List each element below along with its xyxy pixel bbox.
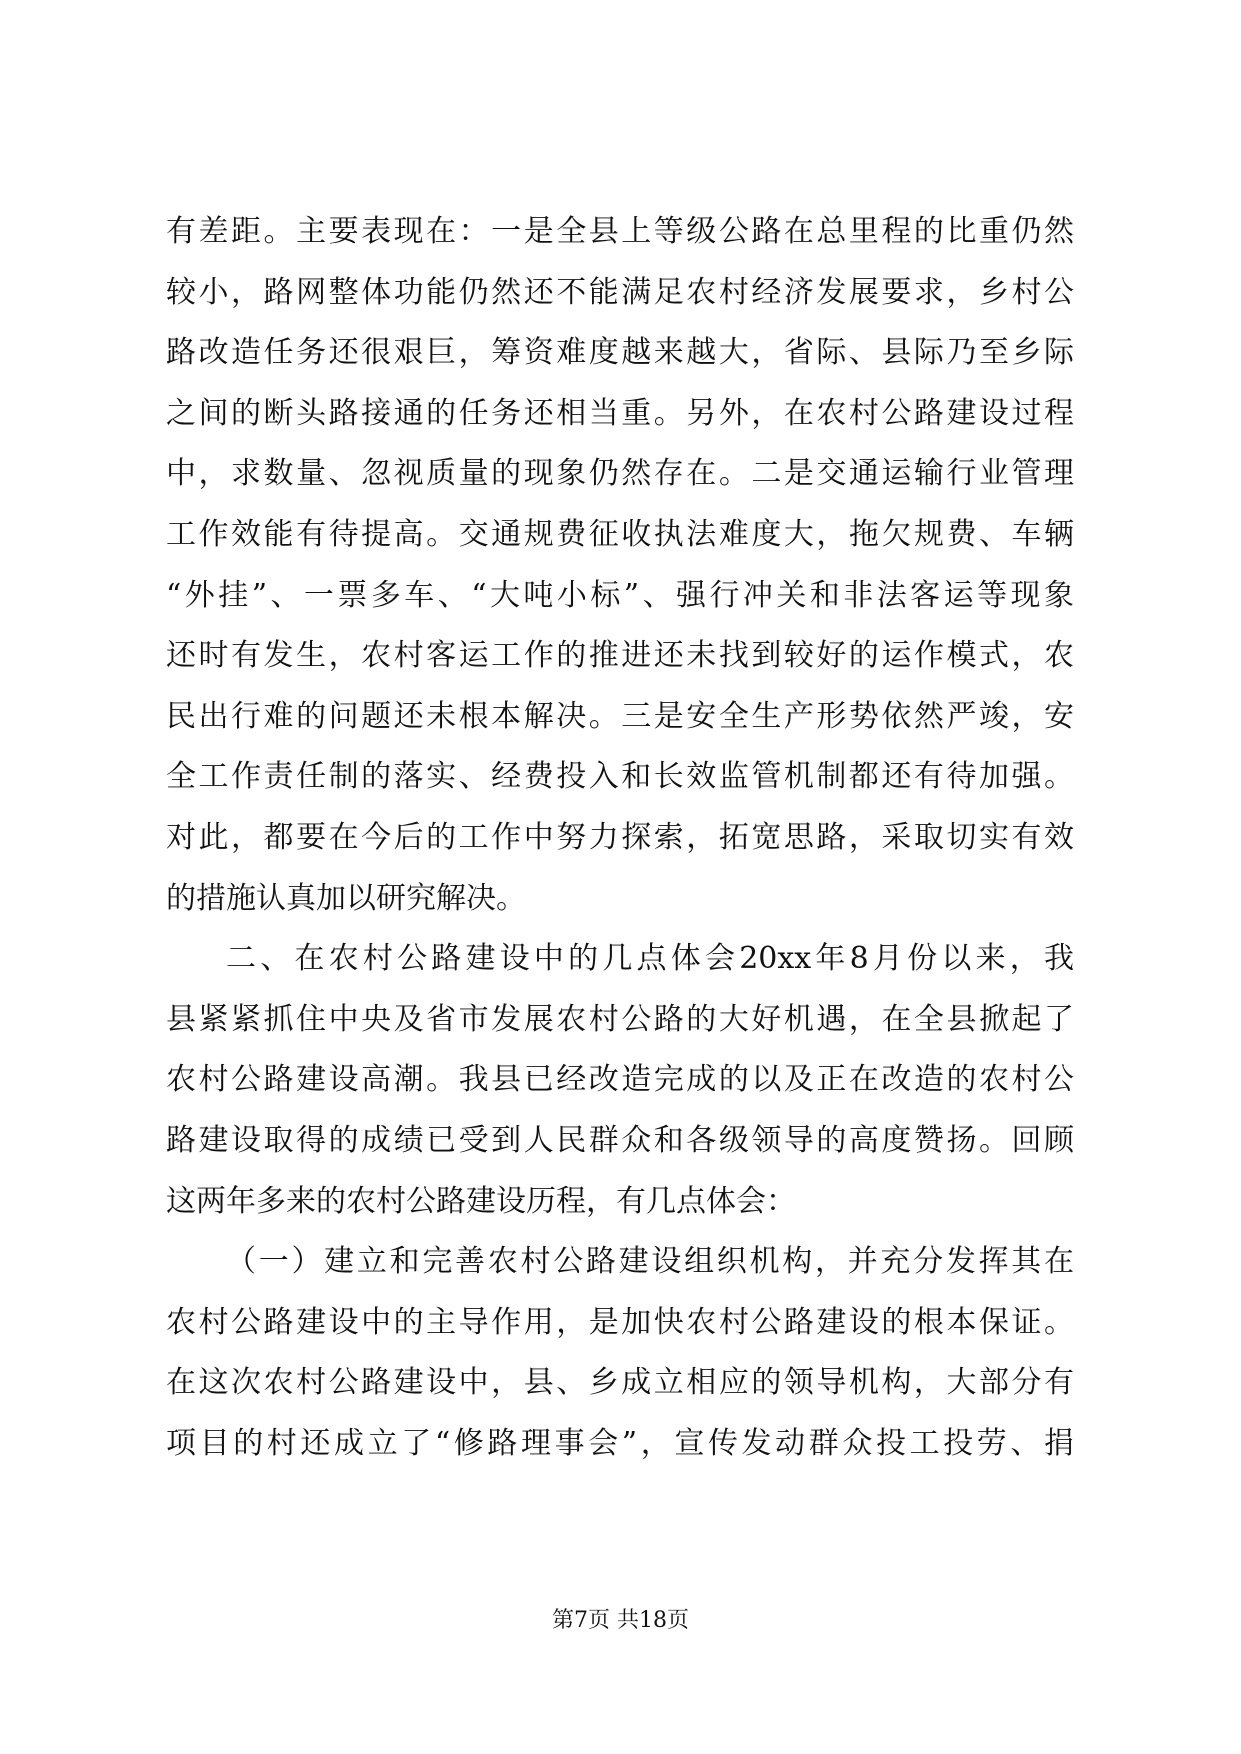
text-line: 中，求数量、忽视质量的现象仍然存在。二是交通运输行业管理 <box>166 456 1074 492</box>
text-line: 对此，都要在今后的工作中努力探索，拓宽思路，采取切实有效 <box>166 819 1074 855</box>
text-line: 农村公路建设高潮。我县已经改造完成的以及正在改造的农村公 <box>166 1062 1074 1098</box>
text-line: “外挂”、一票多车、“大吨小标”、强行冲关和非法客运等现象 <box>166 577 1074 613</box>
text-line: 较小，路网整体功能仍然还不能满足农村经济发展要求，乡村公 <box>166 274 1074 310</box>
text-line: 二、在农村公路建设中的几点体会20xx年8月份以来，我 <box>226 941 1074 977</box>
text-line: 路建设取得的成绩已受到人民群众和各级领导的高度赞扬。回顾 <box>166 1122 1074 1158</box>
text-line: 民出行难的问题还未根本解决。三是安全生产形势依然严竣，安 <box>166 698 1074 734</box>
document-body <box>166 202 1074 1474</box>
text-line: 县紧紧抓住中央及省市发展农村公路的大好机遇，在全县掀起了 <box>166 1001 1074 1037</box>
text-line: 有差距。主要表现在：一是全县上等级公路在总里程的比重仍然 <box>166 214 1074 249</box>
text-line: 全工作责任制的落实、经费投入和长效监管机制都还有待加强。 <box>166 759 1074 795</box>
page-footer <box>0 1606 1241 1636</box>
text-line: 在这次农村公路建设中，县、乡成立相应的领导机构，大部分有 <box>166 1365 1074 1401</box>
text-line: 的措施认真加以研究解决。 <box>166 880 526 916</box>
text-line: 这两年多来的农村公路建设历程，有几点体会： <box>166 1183 796 1219</box>
text-line: （一）建立和完善农村公路建设组织机构，并充分发挥其在 <box>226 1244 1074 1280</box>
text-line: 之间的断头路接通的任务还相当重。另外，在农村公路建设过程 <box>166 395 1074 431</box>
text-line: 还时有发生，农村客运工作的推进还未找到较好的运作模式，农 <box>166 638 1074 674</box>
page-number-label: 第7页 共18页 <box>552 1608 689 1633</box>
text-line: 项目的村还成立了“修路理事会”，宣传发动群众投工投劳、捐 <box>166 1425 1074 1461</box>
text-line: 工作效能有待提高。交通规费征收执法难度大，拖欠规费、车辆 <box>166 516 1074 552</box>
text-line: 农村公路建设中的主导作用，是加快农村公路建设的根本保证。 <box>166 1304 1074 1340</box>
text-line: 路改造任务还很艰巨，筹资难度越来越大，省际、县际乃至乡际 <box>166 335 1074 371</box>
